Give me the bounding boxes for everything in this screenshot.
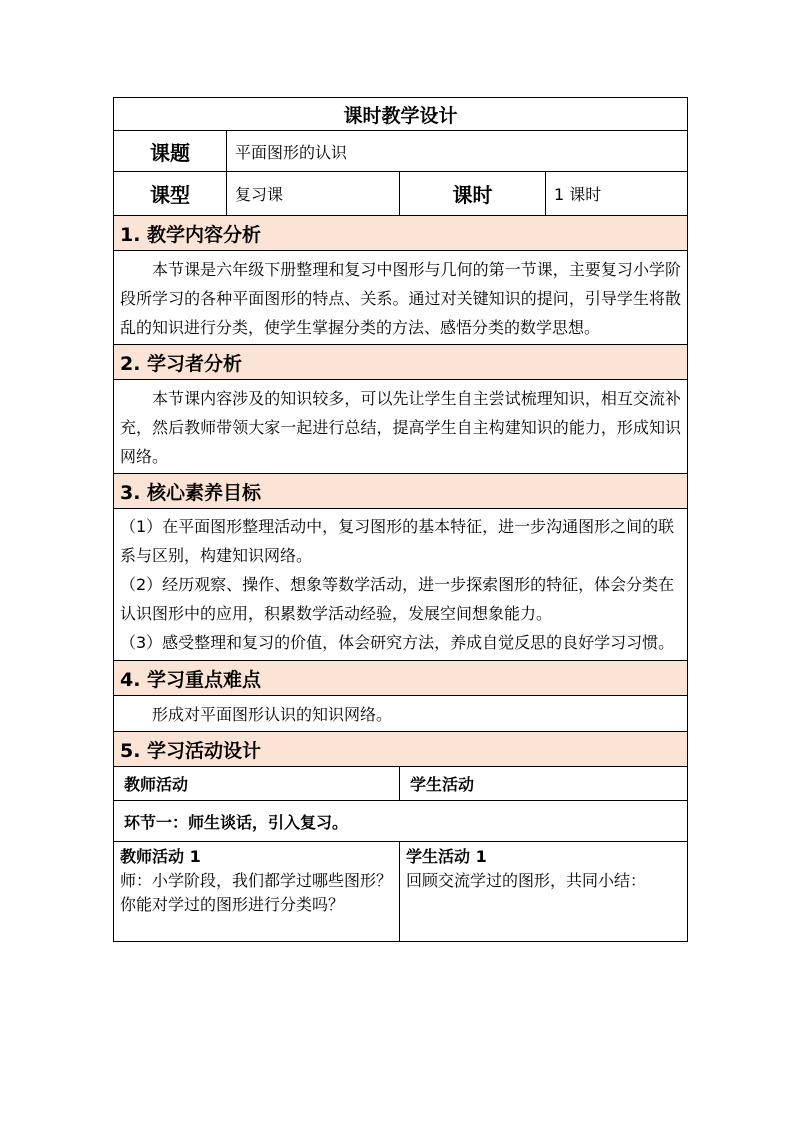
section-content-analysis-heading: 1. 教学内容分析 bbox=[114, 216, 688, 251]
teacher-activity-1-cell bbox=[114, 842, 400, 942]
period-label: 课时 bbox=[400, 172, 546, 216]
lesson-plan-document bbox=[113, 97, 687, 942]
student-activity-1-text: 回顾交流学过的图形，共同小结： bbox=[406, 871, 647, 890]
section-activity-design-heading: 5. 学习活动设计 bbox=[114, 732, 688, 767]
teacher-activity-1-text: 师：小学阶段，我们都学过哪些图形？你能对学过的图形进行分类吗？ bbox=[120, 871, 393, 914]
section-content-analysis-body bbox=[114, 251, 688, 345]
section-learner-analysis-heading: 2. 学习者分析 bbox=[114, 345, 688, 380]
teacher-activity-column-header: 教师活动 bbox=[114, 767, 400, 801]
type-label: 课型 bbox=[114, 172, 227, 216]
goal-item-1: （1）在平面图形整理活动中，复习图形的基本特征，进一步沟通图形之间的联系与区别，构建知识网络。 bbox=[120, 517, 675, 565]
section-learner-analysis-body bbox=[114, 380, 688, 474]
key-points-text: 形成对平面图形认识的知识网络。 bbox=[152, 705, 393, 724]
content-analysis-text: 本节课是六年级下册整理和复习中图形与几何的第一节课，主要复习小学阶段所学习的各种平面图形的特点、关系。通过对关键知识的提问，引导学生将散乱的知识进行分类，使学生掌握分类的方法、感悟分类的数学思想。 bbox=[120, 260, 682, 337]
section-key-points-body bbox=[114, 696, 688, 732]
student-activity-1-cell bbox=[400, 842, 688, 942]
section-core-goals-heading: 3. 核心素养目标 bbox=[114, 474, 688, 509]
student-activity-1-title: 学生活动 1 bbox=[406, 847, 487, 866]
topic-value: 平面图形的认识 bbox=[227, 131, 688, 172]
type-value: 复习课 bbox=[227, 172, 400, 216]
section-core-goals-body bbox=[114, 509, 688, 661]
student-activity-column-header: 学生活动 bbox=[400, 767, 688, 801]
goal-item-3: （3）感受整理和复习的价值，体会研究方法，养成自觉反思的良好学习习惯。 bbox=[120, 633, 675, 652]
lesson-plan-table bbox=[113, 97, 688, 942]
period-value: 1 课时 bbox=[546, 172, 688, 216]
section-key-points-heading: 4. 学习重点难点 bbox=[114, 661, 688, 696]
topic-label: 课题 bbox=[114, 131, 227, 172]
learner-analysis-text: 本节课内容涉及的知识较多，可以先让学生自主尝试梳理知识，相互交流补充，然后教师带领大家一起进行总结，提高学生自主构建知识的能力，形成知识网络。 bbox=[120, 389, 682, 466]
teacher-activity-1-title: 教师活动 1 bbox=[120, 847, 201, 866]
goal-item-2: （2）经历观察、操作、想象等数学活动，进一步探索图形的特征，体会分类在认识图形中的应用，积累数学活动经验，发展空间想象能力。 bbox=[120, 575, 675, 623]
page-title: 课时教学设计 bbox=[114, 98, 688, 131]
step-one-heading: 环节一：师生谈话，引入复习。 bbox=[114, 801, 688, 842]
